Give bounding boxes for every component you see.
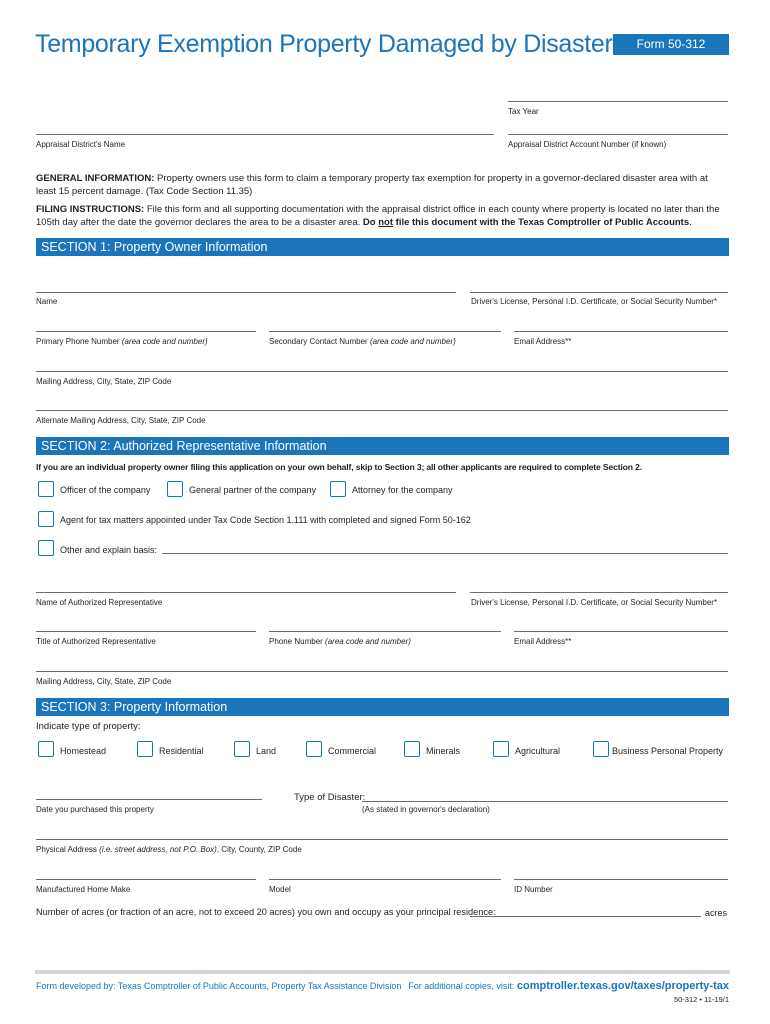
- officer-label: Officer of the company: [60, 485, 151, 495]
- owner-mailing-label: Mailing Address, City, State, ZIP Code: [36, 377, 172, 386]
- partner-label: General partner of the company: [189, 485, 317, 495]
- commercial-label: Commercial: [328, 746, 377, 756]
- rep-name-field[interactable]: [36, 592, 456, 593]
- physical-address-text: Physical Address: [36, 845, 97, 854]
- residential-checkbox[interactable]: [137, 741, 153, 757]
- commercial-checkbox[interactable]: [306, 741, 322, 757]
- mh-make-label: Manufactured Home Make: [36, 885, 131, 894]
- secondary-phone-field[interactable]: [269, 331, 501, 332]
- owner-name-field[interactable]: [36, 292, 456, 293]
- filing-text: File this form and all supporting documentation with the appraisal district office in each county where property is located no later than the 105th day after the date the governor declares the area to be a disaster area.: [36, 204, 720, 228]
- rep-mailing-label: Mailing Address, City, State, ZIP Code: [36, 677, 172, 686]
- other-label: Other and explain basis:: [60, 545, 158, 555]
- officer-checkbox[interactable]: [38, 481, 54, 497]
- agent-label: Agent for tax matters appointed under Tax Code Section 1.111 with completed and signed Form 50-162: [60, 515, 471, 525]
- filing-label: FILING INSTRUCTIONS:: [36, 204, 145, 215]
- account-number-field[interactable]: [508, 134, 728, 135]
- homestead-checkbox[interactable]: [38, 741, 54, 757]
- rep-name-label: Name of Authorized Representative: [36, 598, 163, 607]
- district-name-field[interactable]: [36, 134, 494, 135]
- footer-developed-by: Form developed by: Texas Comptroller of Public Accounts, Property Tax Assistance Division: [36, 981, 402, 991]
- owner-mailing-field[interactable]: [36, 371, 728, 372]
- rep-phone-hint: (area code and number): [325, 637, 411, 646]
- general-info-label: GENERAL INFORMATION:: [36, 173, 155, 184]
- purchase-date-field[interactable]: [36, 799, 262, 800]
- filing-period: .: [689, 217, 692, 228]
- rep-title-label: Title of Authorized Representative: [36, 637, 156, 646]
- minerals-checkbox[interactable]: [404, 741, 420, 757]
- section1-header: SECTION 1: Property Owner Information: [36, 238, 729, 256]
- id-number-label: ID Number: [514, 885, 553, 894]
- account-number-label: Appraisal District Account Number (if known): [508, 140, 667, 149]
- owner-phone-label: [36, 337, 208, 346]
- tax-year-label: Tax Year: [508, 107, 539, 116]
- agent-checkbox[interactable]: [38, 511, 54, 527]
- attorney-label: Attorney for the company: [352, 485, 453, 495]
- rep-phone-text: Phone Number: [269, 637, 323, 646]
- rep-title-field[interactable]: [36, 631, 256, 632]
- agricultural-label: Agricultural: [515, 746, 561, 756]
- footer-copies-link[interactable]: comptroller.texas.gov/taxes/property-tax: [516, 980, 729, 992]
- attorney-checkbox[interactable]: [330, 481, 346, 497]
- owner-phone-field[interactable]: [36, 331, 256, 332]
- disaster-type-label: Type of Disaster:: [294, 792, 366, 803]
- filing-instructions: [36, 203, 730, 229]
- owner-phone-text: Primary Phone Number: [36, 337, 120, 346]
- footer-rule: [35, 970, 730, 974]
- model-field[interactable]: [269, 879, 501, 880]
- secondary-phone-label: [269, 337, 456, 346]
- rep-email-field[interactable]: [514, 631, 728, 632]
- secondary-phone-hint: (area code and number): [369, 337, 456, 346]
- physical-address-hint: (i.e. street address, not P.O. Box): [99, 845, 217, 854]
- acres-field[interactable]: [470, 916, 701, 917]
- physical-address-tail: , City, County, ZIP Code: [216, 845, 302, 854]
- section2-header: SECTION 2: Authorized Representative Information: [36, 437, 729, 455]
- bpp-checkbox[interactable]: [593, 741, 609, 757]
- rep-id-label: Driver's License, Personal I.D. Certificate, or Social Security Number*: [471, 598, 718, 607]
- other-basis-field[interactable]: [162, 553, 728, 554]
- footer-copies-prefix: For additional copies, visit:: [408, 981, 515, 991]
- model-label: Model: [269, 885, 291, 894]
- acres-question: Number of acres (or fraction of an acre, not to exceed 20 acres) you own and occupy as your principal residence:: [36, 907, 496, 917]
- owner-alt-mailing-label: Alternate Mailing Address, City, State, ZIP Code: [36, 416, 206, 425]
- filing-do: Do: [362, 217, 376, 228]
- filing-tail: file this document with the Texas Comptroller of Public Accounts: [395, 217, 690, 228]
- owner-phone-hint: (area code and number): [121, 337, 208, 346]
- general-information: [36, 172, 730, 198]
- owner-email-label: Email Address**: [514, 337, 572, 346]
- rep-mailing-field[interactable]: [36, 671, 728, 672]
- rep-phone-label: [269, 637, 411, 646]
- mh-make-field[interactable]: [36, 879, 256, 880]
- as-stated-label: (As stated in governor's declaration): [362, 805, 490, 814]
- physical-address-field[interactable]: [36, 839, 728, 840]
- land-checkbox[interactable]: [234, 741, 250, 757]
- agricultural-checkbox[interactable]: [493, 741, 509, 757]
- homestead-label: Homestead: [60, 746, 107, 756]
- id-number-field[interactable]: [514, 879, 728, 880]
- minerals-label: Minerals: [426, 746, 461, 756]
- owner-email-field[interactable]: [514, 331, 728, 332]
- rep-id-field[interactable]: [470, 592, 728, 593]
- form-number-badge: Form 50-312: [613, 34, 729, 55]
- residential-label: Residential: [159, 746, 204, 756]
- form-title: Temporary Exemption Property Damaged by Disaster: [35, 30, 613, 58]
- acres-unit: acres: [705, 908, 728, 918]
- owner-alt-mailing-field[interactable]: [36, 410, 728, 411]
- rep-email-label: Email Address**: [514, 637, 572, 646]
- owner-id-field[interactable]: [470, 292, 728, 293]
- district-name-label: Appraisal District's Name: [36, 140, 126, 149]
- bpp-label: Business Personal Property: [612, 746, 724, 756]
- property-type-prompt: Indicate type of property:: [36, 721, 141, 732]
- owner-name-label: Name: [36, 297, 58, 306]
- general-info-text: Property owners use this form to claim a temporary property tax exemption for property in a governor-declared disaster area with at least 15 percent damage. (Tax Code Section 11.35): [36, 173, 708, 197]
- other-checkbox[interactable]: [38, 540, 54, 556]
- footer-form-code: 50-312 • 11-19/1: [673, 995, 729, 1004]
- section2-instruction: If you are an individual property owner filing this application on your own behalf, skip to Section 3; all other applicants are required to complete Section 2.: [36, 462, 642, 472]
- secondary-phone-text: Secondary Contact Number: [269, 337, 368, 346]
- land-label: Land: [256, 746, 277, 756]
- footer-copies: [408, 980, 729, 992]
- owner-id-label: Driver's License, Personal I.D. Certificate, or Social Security Number*: [471, 297, 718, 306]
- tax-year-field[interactable]: [508, 101, 728, 102]
- section3-header: SECTION 3: Property Information: [36, 698, 729, 716]
- partner-checkbox[interactable]: [167, 481, 183, 497]
- disaster-type-field[interactable]: [362, 801, 728, 802]
- physical-address-label: [36, 845, 302, 854]
- rep-phone-field[interactable]: [269, 631, 501, 632]
- filing-not: not: [378, 217, 394, 228]
- purchase-date-label: Date you purchased this property: [36, 805, 154, 814]
